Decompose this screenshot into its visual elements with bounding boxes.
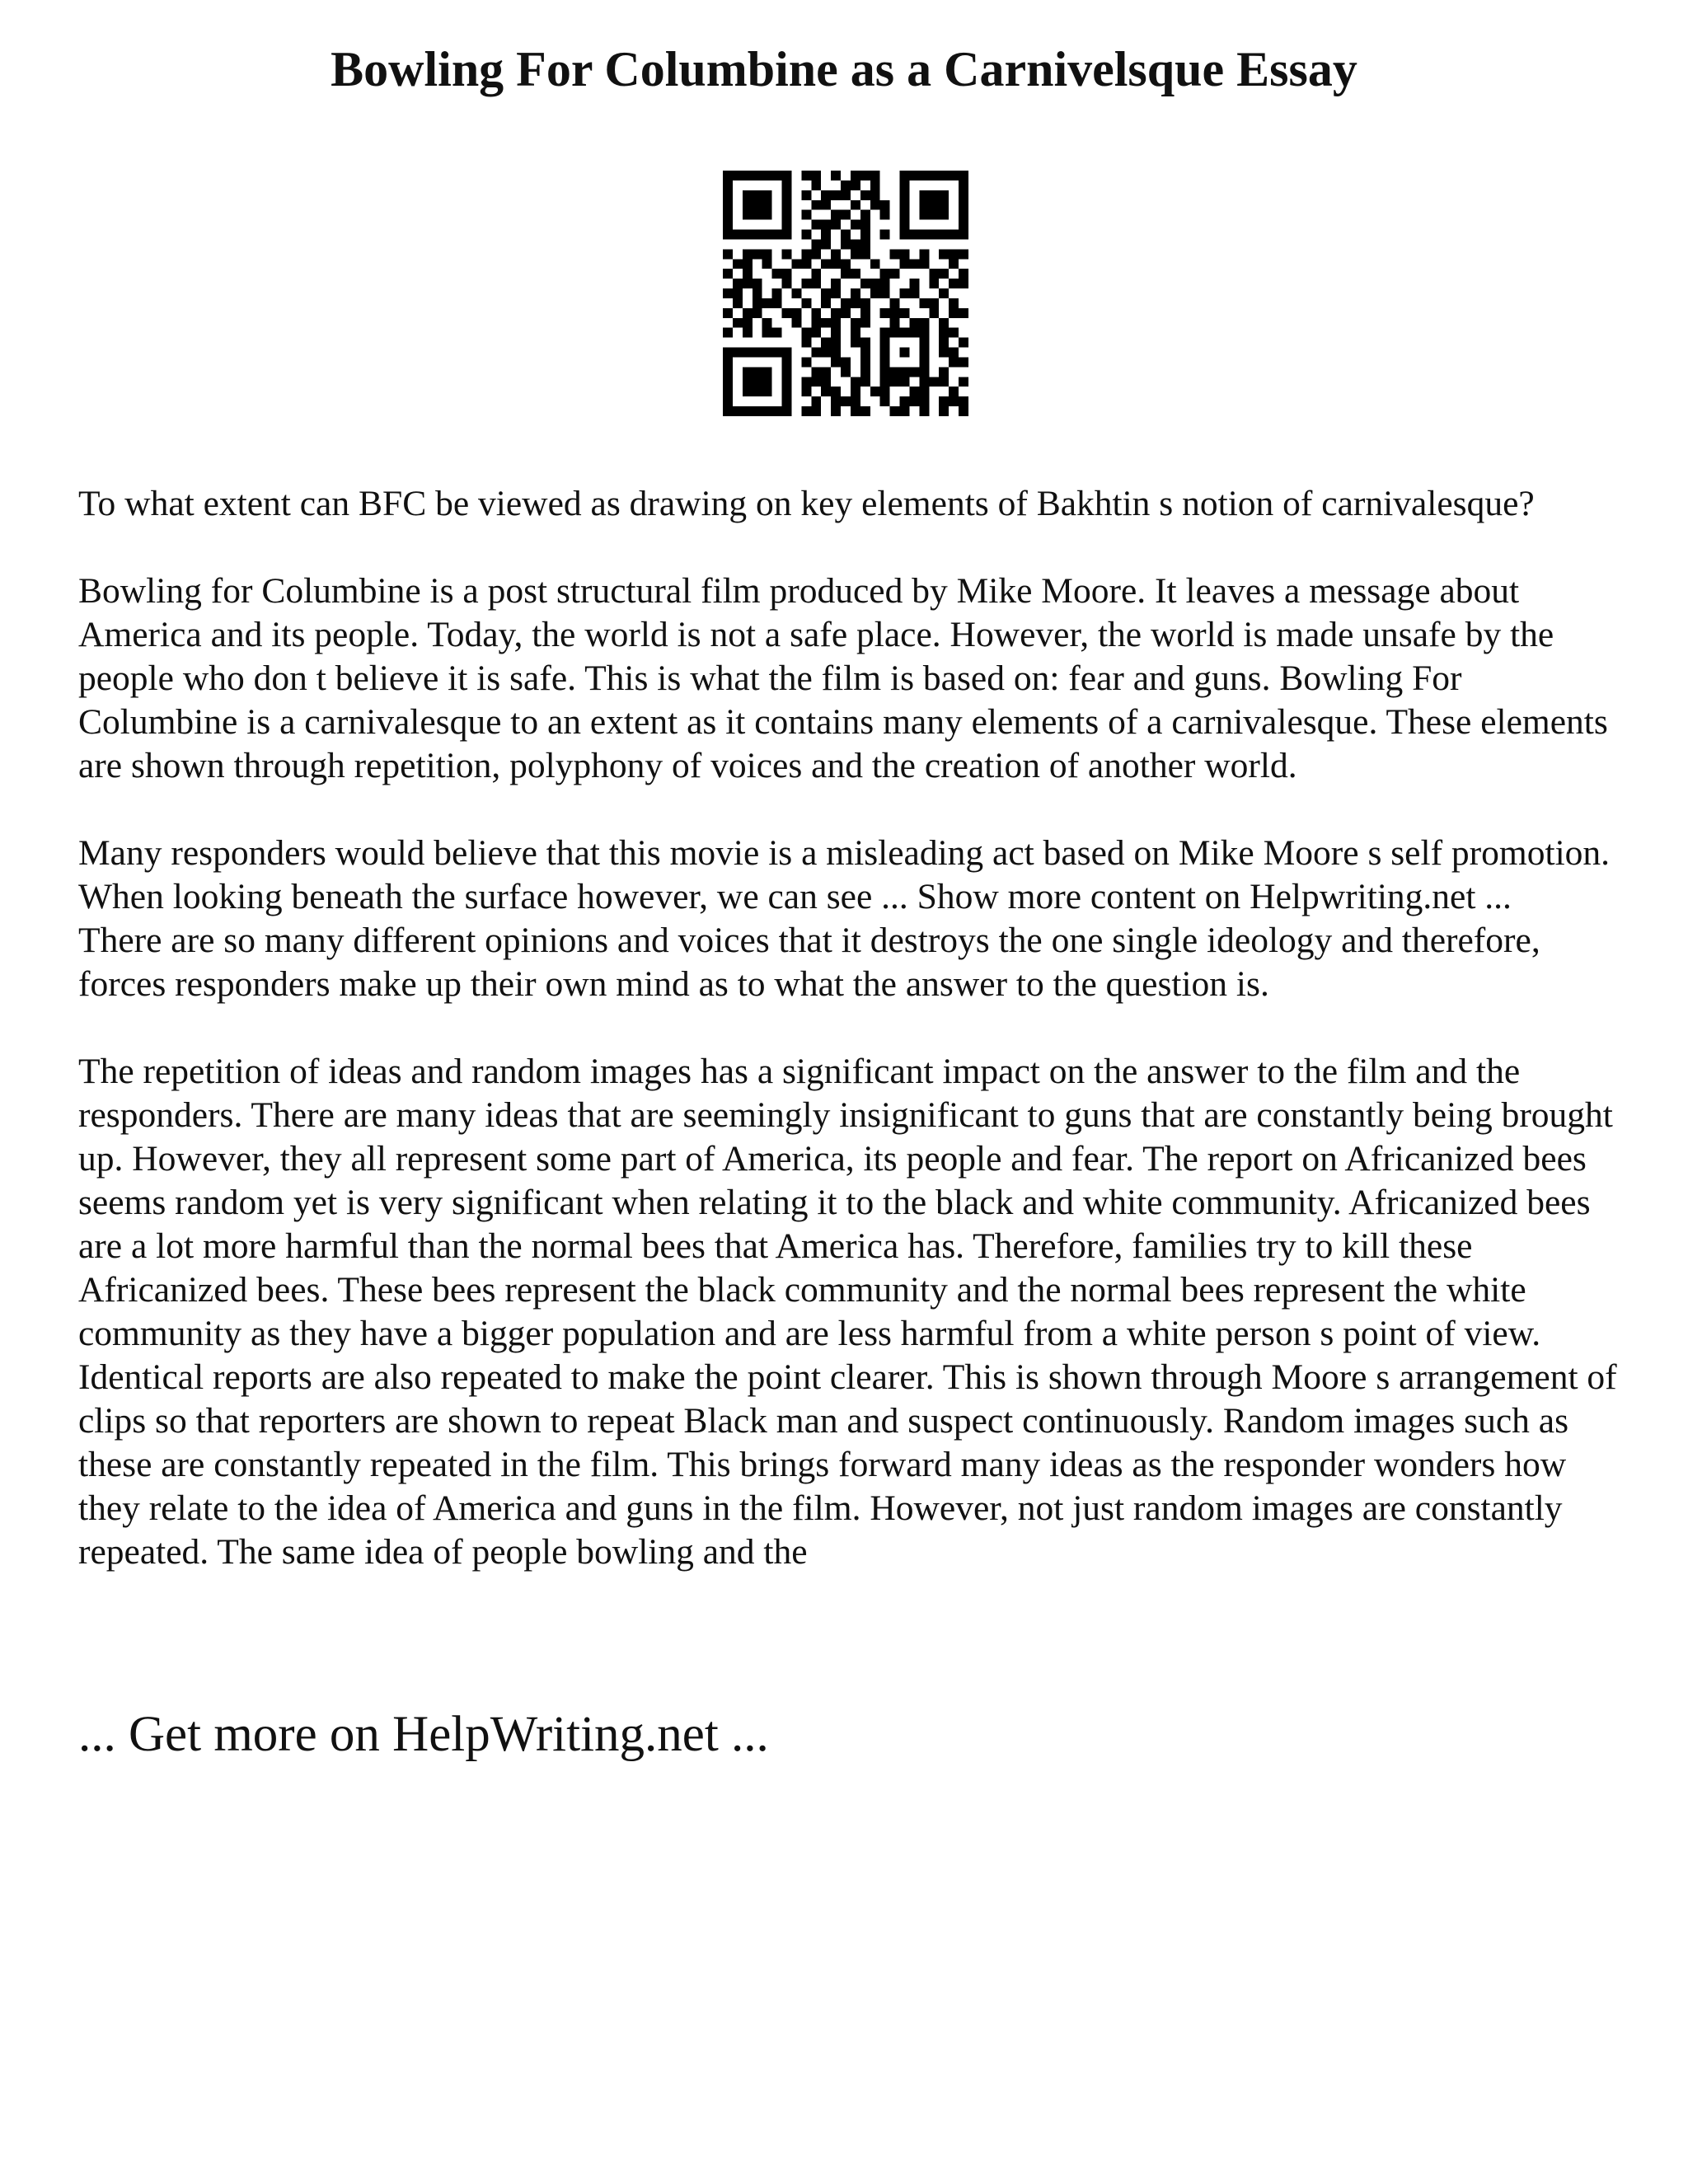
essay-body <box>78 482 1628 1574</box>
qr-code-icon <box>723 171 968 416</box>
essay-paragraph: The repetition of ideas and random images has a significant impact on the answer to the film and the responders. There are many ideas that are seemingly insignificant to guns that are constantly being brought up. However, they all represent some part of America, its people and fear. The report on Africanized bees seems random yet is very significant when relating it to the black and white community. Africanized bees are a lot more harmful than the normal bees that America has. Therefore, families try to kill these Africanized bees. These bees represent the black community and the normal bees represent the white community as they have a bigger population and are less harmful from a white person s point of view. Identical reports are also repeated to make the point clearer. This is shown through Moore s arrangement of clips so that reporters are shown to repeat Black man and suspect continuously. Random images such as these are constantly repeated in the film. This brings forward many ideas as the responder wonders how they relate to the idea of America and guns in the film. However, not just random images are constantly repeated. The same idea of people bowling and the <box>78 1052 1617 1572</box>
essay-paragraph: Bowling for Columbine is a post structural film produced by Mike Moore. It leaves a message about America and its people. Today, the world is not a safe place. However, the world is made unsafe by the people who don t believe it is safe. This is what the film is based on: fear and guns. Bowling For Columbine is a carnivalesque to an extent as it contains many elements of a carnivalesque. These elements are shown through repetition, polyphony of voices and the creation of another world. <box>78 571 1608 785</box>
essay-paragraph: Many responders would believe that this movie is a misleading act based on Mike Moore s self promotion. When looking beneath the surface however, we can see ... Show more content on Helpwriting.net ... <box>78 833 1611 916</box>
get-more-link[interactable]: ... Get more on HelpWriting.net ... <box>78 1707 769 1762</box>
document-title: Bowling For Columbine as a Carnivelsque Essay <box>331 42 1357 96</box>
essay-paragraph: There are so many different opinions and voices that it destroys the one single ideology and therefore, forces responders make up their own mind as to what the answer to the question is. <box>78 921 1540 1004</box>
essay-question: To what extent can BFC be viewed as drawing on key elements of Bakhtin s notion of carnivalesque? <box>78 484 1535 523</box>
